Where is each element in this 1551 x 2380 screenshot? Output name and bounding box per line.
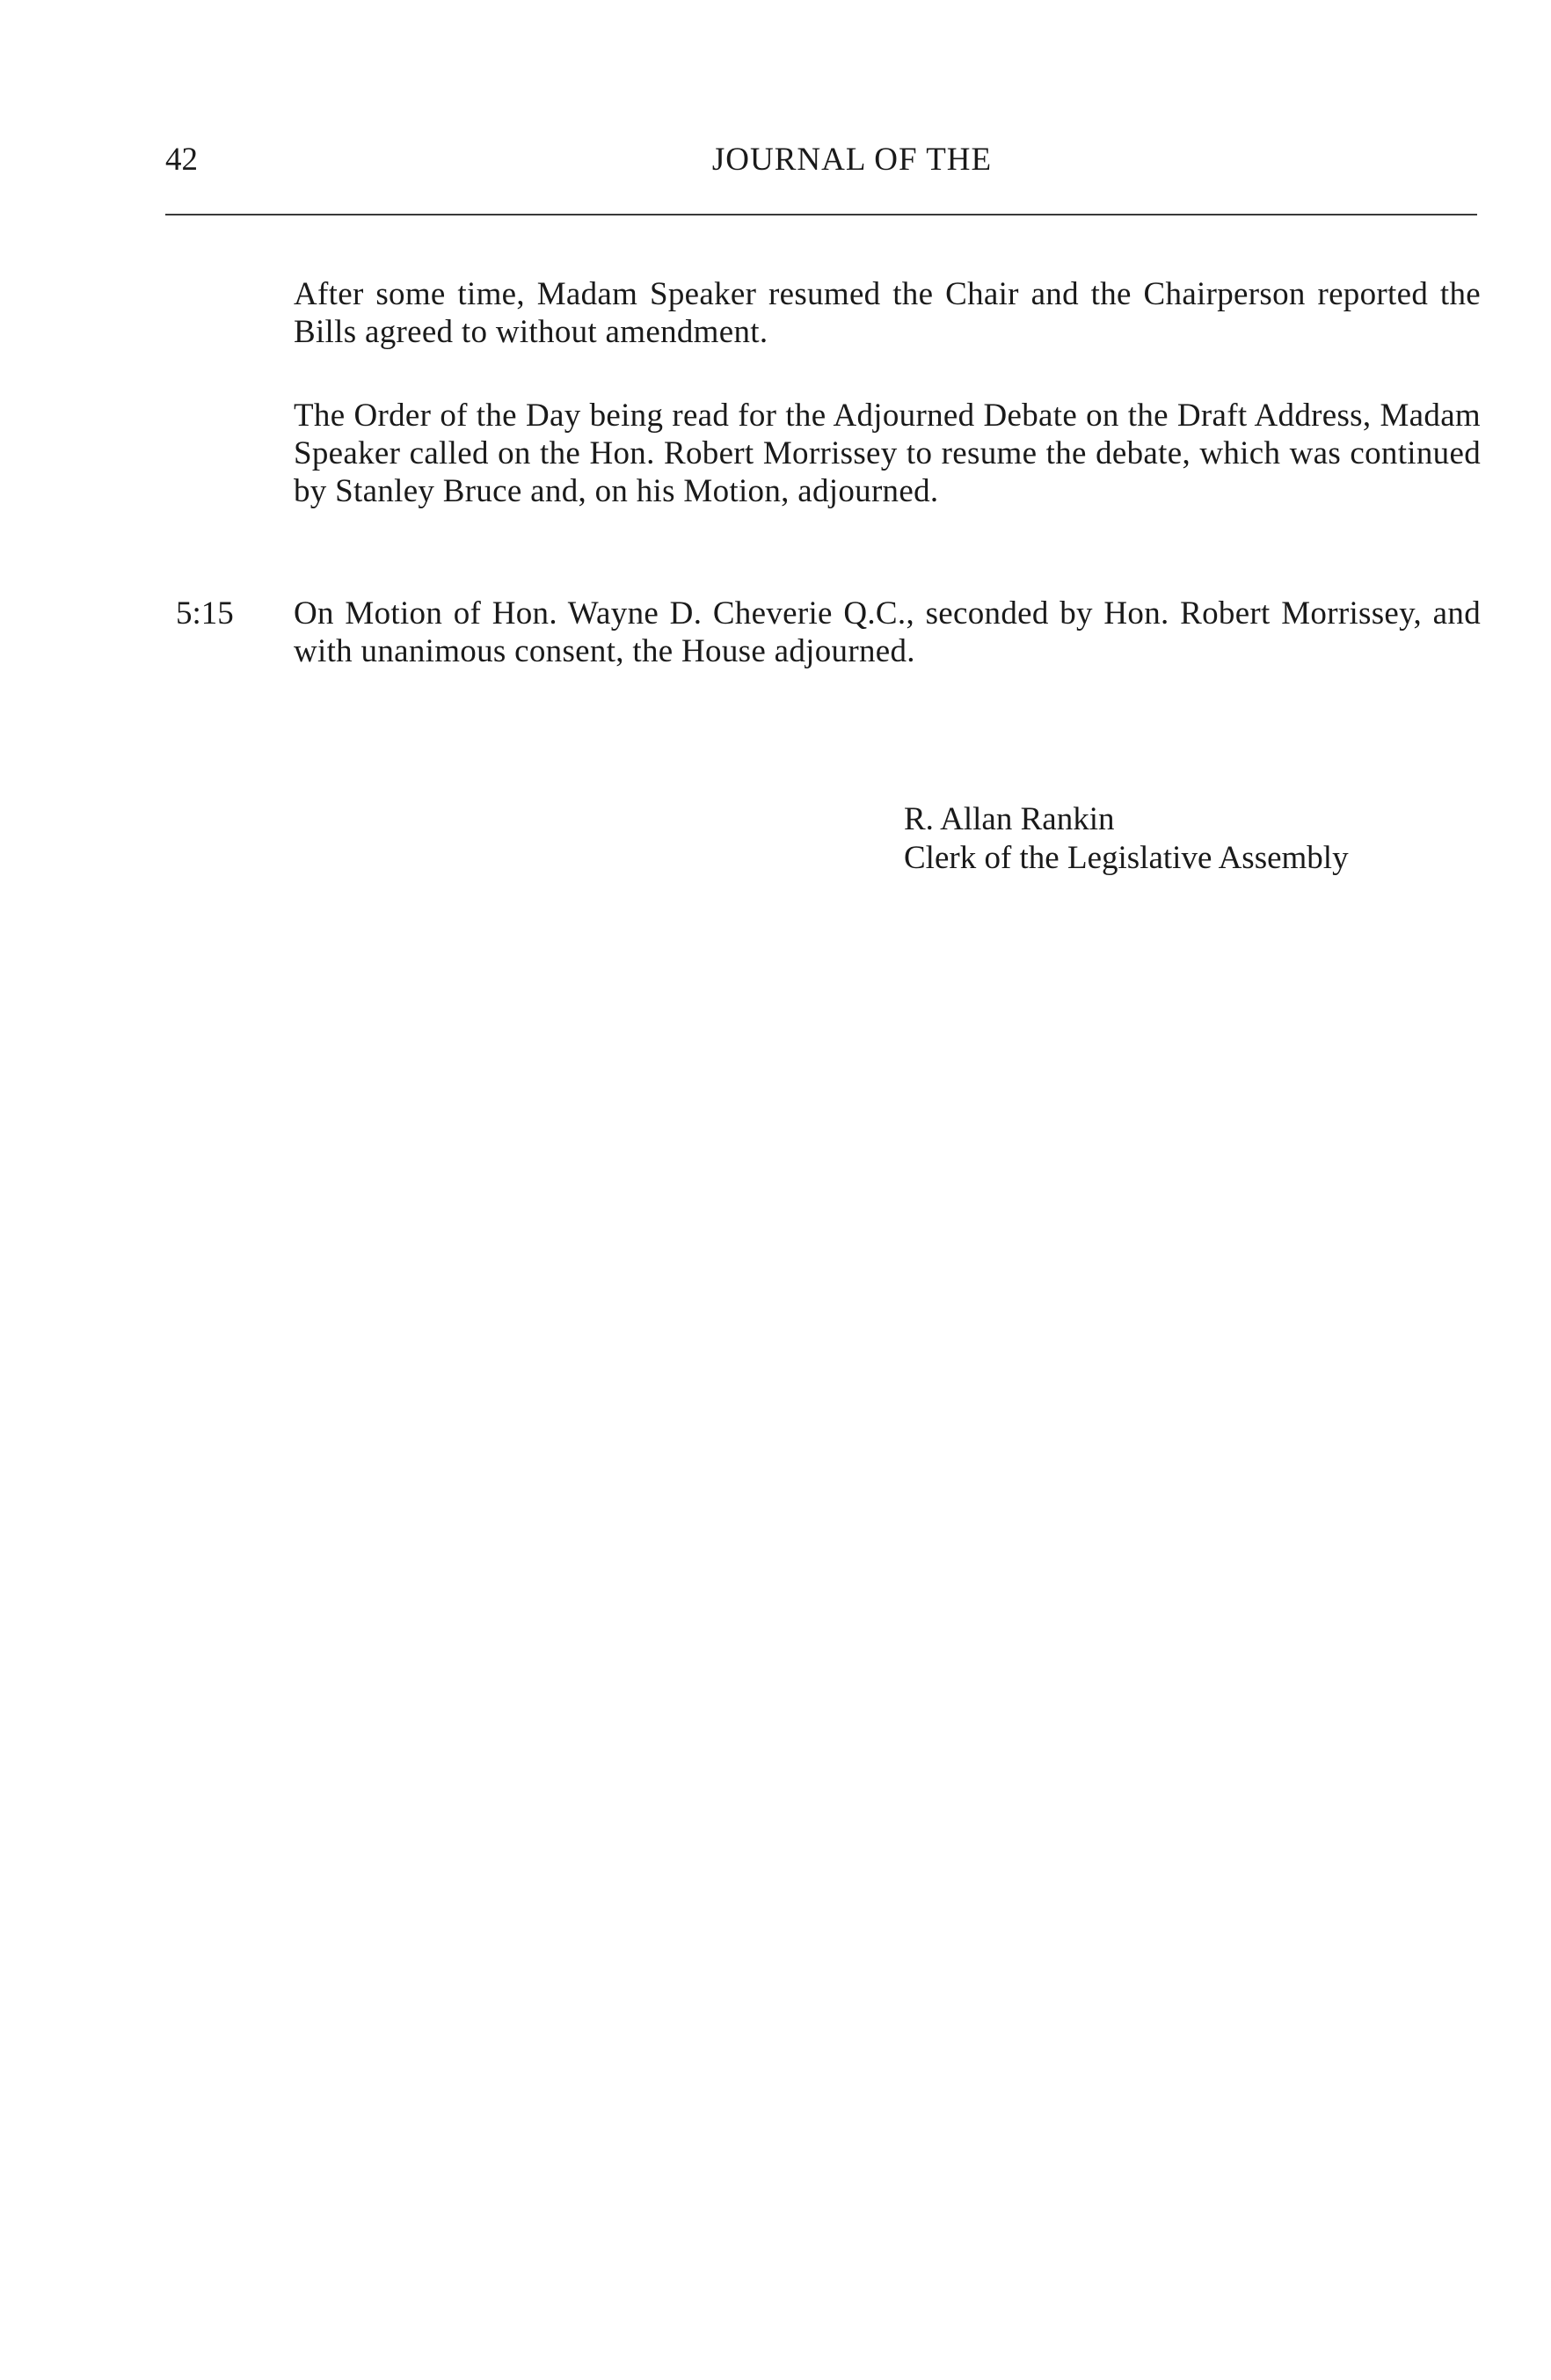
entry-text: The Order of the Day being read for the Adjourned Debate on the Draft Address, Madam Speaker called on the Hon. Robert Morrissey to resume the debate, which was continued by Stanley Bruce and, on his Motion, adjourned. [294,398,1481,509]
entry-time: 5:15 [176,595,234,632]
entry-text: On Motion of Hon. Wayne D. Cheverie Q.C., seconded by Hon. Robert Morrissey, and with unanimous consent, the House adjourned. [294,595,1481,669]
journal-entry [294,275,1481,351]
entry-text: After some time, Madam Speaker resumed the Chair and the Chairperson reported the Bills agreed to without amendment. [294,276,1481,350]
running-head [165,141,1477,193]
header-divider [165,214,1477,215]
signatory-title: Clerk of the Legislative Assembly [904,840,1349,876]
journal-title: JOURNAL OF THE [711,142,993,178]
journal-entry [294,595,1481,670]
signatory-name: R. Allan Rankin [904,801,1115,837]
journal-entry [294,397,1481,510]
page-number: 42 [165,142,198,178]
signature-block [904,800,1349,878]
